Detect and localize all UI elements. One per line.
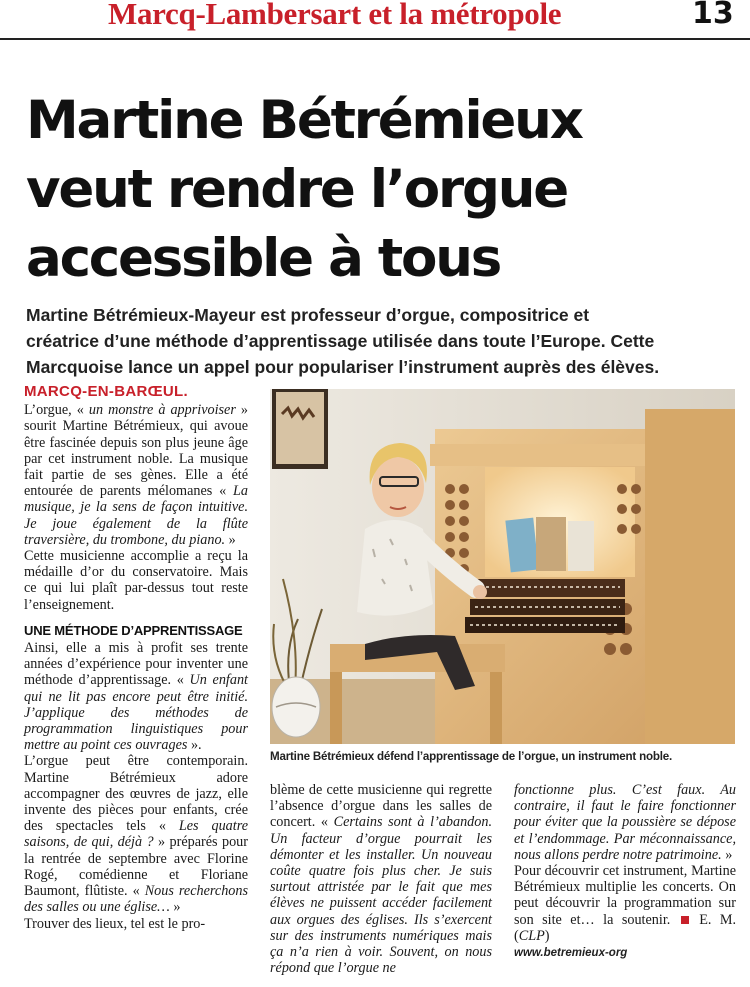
page-number: 13 [692,0,734,31]
subheading: UNE MÉTHODE D’APPRENTISSAGE [24,622,243,638]
lead-line-2: créatrice d’une méthode d’apprentissage utilisée dans toute l’Europe. Cette [26,331,655,351]
paragraph-method: Ainsi, elle a mis à profit ses trente années d’expérience pour inventer une méthode d’apprentissage. « Un enfant qui ne lit pas encore peut être initié. J’applique des méthodes de programmation linguistiques pour mettre au point ces ouvrages ». [24,640,248,754]
headline-line-2: veut rendre l’orgue [26,159,567,220]
paragraph-concert-halls: blème de cette musicienne qui regrette l’absence d’orgue dans les salles de concert. « Certains sont à l’abandon. Un facteur d’orgue pourrait les démonter et les installer. Un nouveau coûte quatre fois plus cher. Je suis surtout attristée par le fait que mes élèves ne puissent accéder facilement aux orgues des églises. Ils s’exercent sur des instruments numériques mais ça n’a rien à voir. Souvent, on nous répond que l’orgue ne [270,782,492,977]
paragraph-contemporary: L’orgue peut être contemporain. Martine Bétrémieux adore accompagner des œuvres de jazz, elle invente des pièces pour enfants, crée des spectacles tels « Les quatre saisons, de qui, déjà ? » préparés pour la rentrée de septembre avec Florine Rogé, comédienne et Floriane Baumont, flûtiste. « Nous recherchons des salles ou une église… » [24,753,248,916]
headline-line-3: accessible à tous [26,228,501,289]
paragraph-concerts: Pour découvrir cet instrument, Martine Bétrémieux multiplie les concerts. On peut découvrir la programmation sur son site et… la soutenir. E. M. (CLP) [514,863,737,944]
website-link[interactable]: www.betremieux-org [514,947,628,960]
article-column-1 [24,384,248,932]
photo-caption: Martine Bétrémieux défend l’apprentissage de l’orgue, un instrument noble. [270,750,673,763]
section-title: Marcq-Lambersart et la métropole [108,0,562,31]
article-lead [26,302,730,380]
article-column-3 [514,782,736,961]
organist-photo-illustration [270,389,735,744]
lead-line-1: Martine Bétrémieux-Mayeur est professeur d’orgue, compositrice et [26,305,590,325]
end-of-article-mark [681,916,689,924]
byline: E. M. (CLP) [514,911,737,944]
paragraph-conservatoire: Cette musicienne accomplie a reçu la médaille d’or du conservatoire. Mais ce qui lui plaît par-dessus tout reste l’enseignement. [24,548,248,613]
article-headline [26,86,726,293]
paragraph-intro: L’orgue, « un monstre à apprivoiser » sourit Martine Bétrémieux, qui avoue être fascinée depuis son plus jeune âge par cet instrument noble. La musique fait partie de ses gènes. Elle a été entourée de parents mélomanes « La musique, je la sens de façon intuitive. Je joue également de la flûte traversière, du trombone, du piano. » [24,402,249,548]
lead-line-3: Marcquoise lance un appel pour populariser l’instrument auprès des élèves. [26,357,660,377]
headline-line-1: Martine Bétrémieux [26,90,582,151]
paragraph-places: Trouver des lieux, tel est le pro- [24,915,206,932]
dateline: MARCQ-EN-BARŒUL. [24,383,188,400]
article-column-2 [270,782,492,976]
article-photo [270,389,735,744]
paragraph-heritage: fonctionne plus. C’est faux. Au contraire, il faut le faire fonctionner pour éviter que la poussière se dépose et l’endommage. Par méconnaissance, nous allons perdre notre patrimoine. » [514,782,736,863]
section-header [0,0,750,40]
